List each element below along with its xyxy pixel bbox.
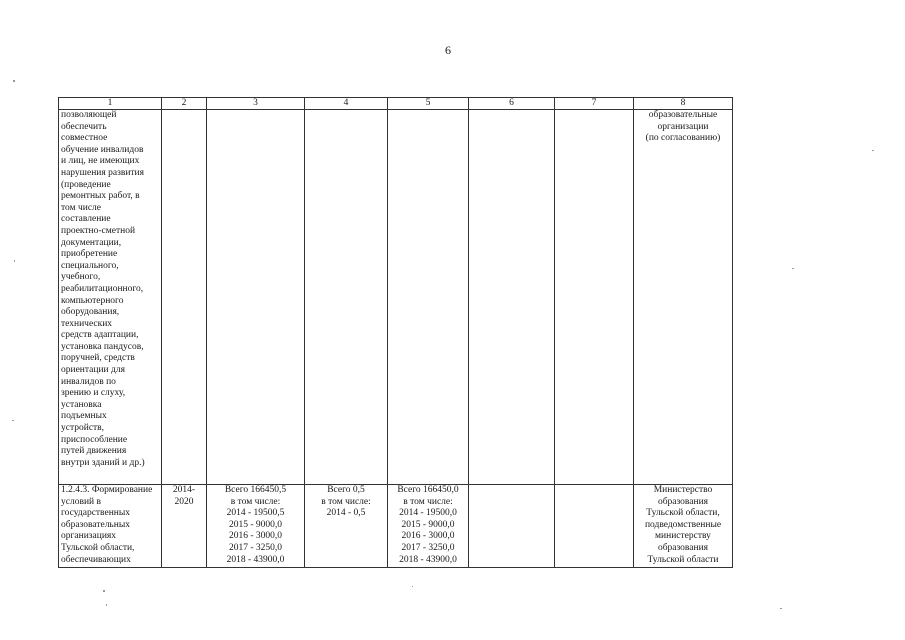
column-header: 7 [555, 98, 634, 110]
other-funding-cell [555, 110, 634, 485]
column-header: 6 [469, 98, 555, 110]
column-header: 3 [207, 98, 305, 110]
scan-speck [106, 604, 107, 606]
responsible-cell: образовательные организации (по согласованию) [634, 110, 733, 485]
scan-speck [412, 586, 413, 587]
measure-description-cell: 1.2.4.3. Формирование условий в государственных образовательных организациях Тульской области, обеспечивающих [59, 485, 162, 568]
table-row [59, 110, 733, 485]
total-funding-cell [207, 110, 305, 485]
federal-funding-cell: Всего 0,5 в том числе: 2014 - 0,5 [305, 485, 388, 568]
program-table [58, 97, 733, 568]
scan-speck [14, 260, 15, 262]
period-cell [162, 110, 207, 485]
scan-speck [12, 420, 14, 421]
column-header: 8 [634, 98, 733, 110]
other-funding-cell [555, 485, 634, 568]
regional-funding-cell [388, 110, 469, 485]
scan-speck [780, 608, 782, 609]
responsible-cell: Министерство образования Тульской области, подведомственные министерству образования Тульской области [634, 485, 733, 568]
federal-funding-cell [305, 110, 388, 485]
scan-speck [792, 268, 794, 269]
local-funding-cell [469, 110, 555, 485]
scan-speck [13, 80, 15, 82]
total-funding-cell: Всего 166450,5 в том числе: 2014 - 19500,5 2015 - 9000,0 2016 - 3000,0 2017 - 3250,0 2018 - 43900,0 [207, 485, 305, 568]
measure-description-cell: позволяющей обеспечить совместное обучение инвалидов и лиц, не имеющих нарушения развития (проведение ремонтных работ, в том числе составление проектно-сметной документации, приобретение специального, учебного, реабилитационного, компьютерного оборудования, технических средств адаптации, установка пандусов, поручней, средств ориентации для инвалидов по зрению и слуху, установка подъемных устройств, приспособление путей движения внутри зданий и др.) [59, 110, 162, 485]
column-header: 4 [305, 98, 388, 110]
scan-speck [872, 150, 874, 151]
regional-funding-cell: Всего 166450,0 в том числе: 2014 - 19500,0 2015 - 9000,0 2016 - 3000,0 2017 - 3250,0 2018 - 43900,0 [388, 485, 469, 568]
column-header: 1 [59, 98, 162, 110]
column-header: 5 [388, 98, 469, 110]
table-row [59, 485, 733, 568]
period-cell: 2014- 2020 [162, 485, 207, 568]
local-funding-cell [469, 485, 555, 568]
page-number: 6 [445, 43, 451, 57]
table-header-row [59, 98, 733, 110]
column-header: 2 [162, 98, 207, 110]
scan-speck [103, 590, 105, 592]
